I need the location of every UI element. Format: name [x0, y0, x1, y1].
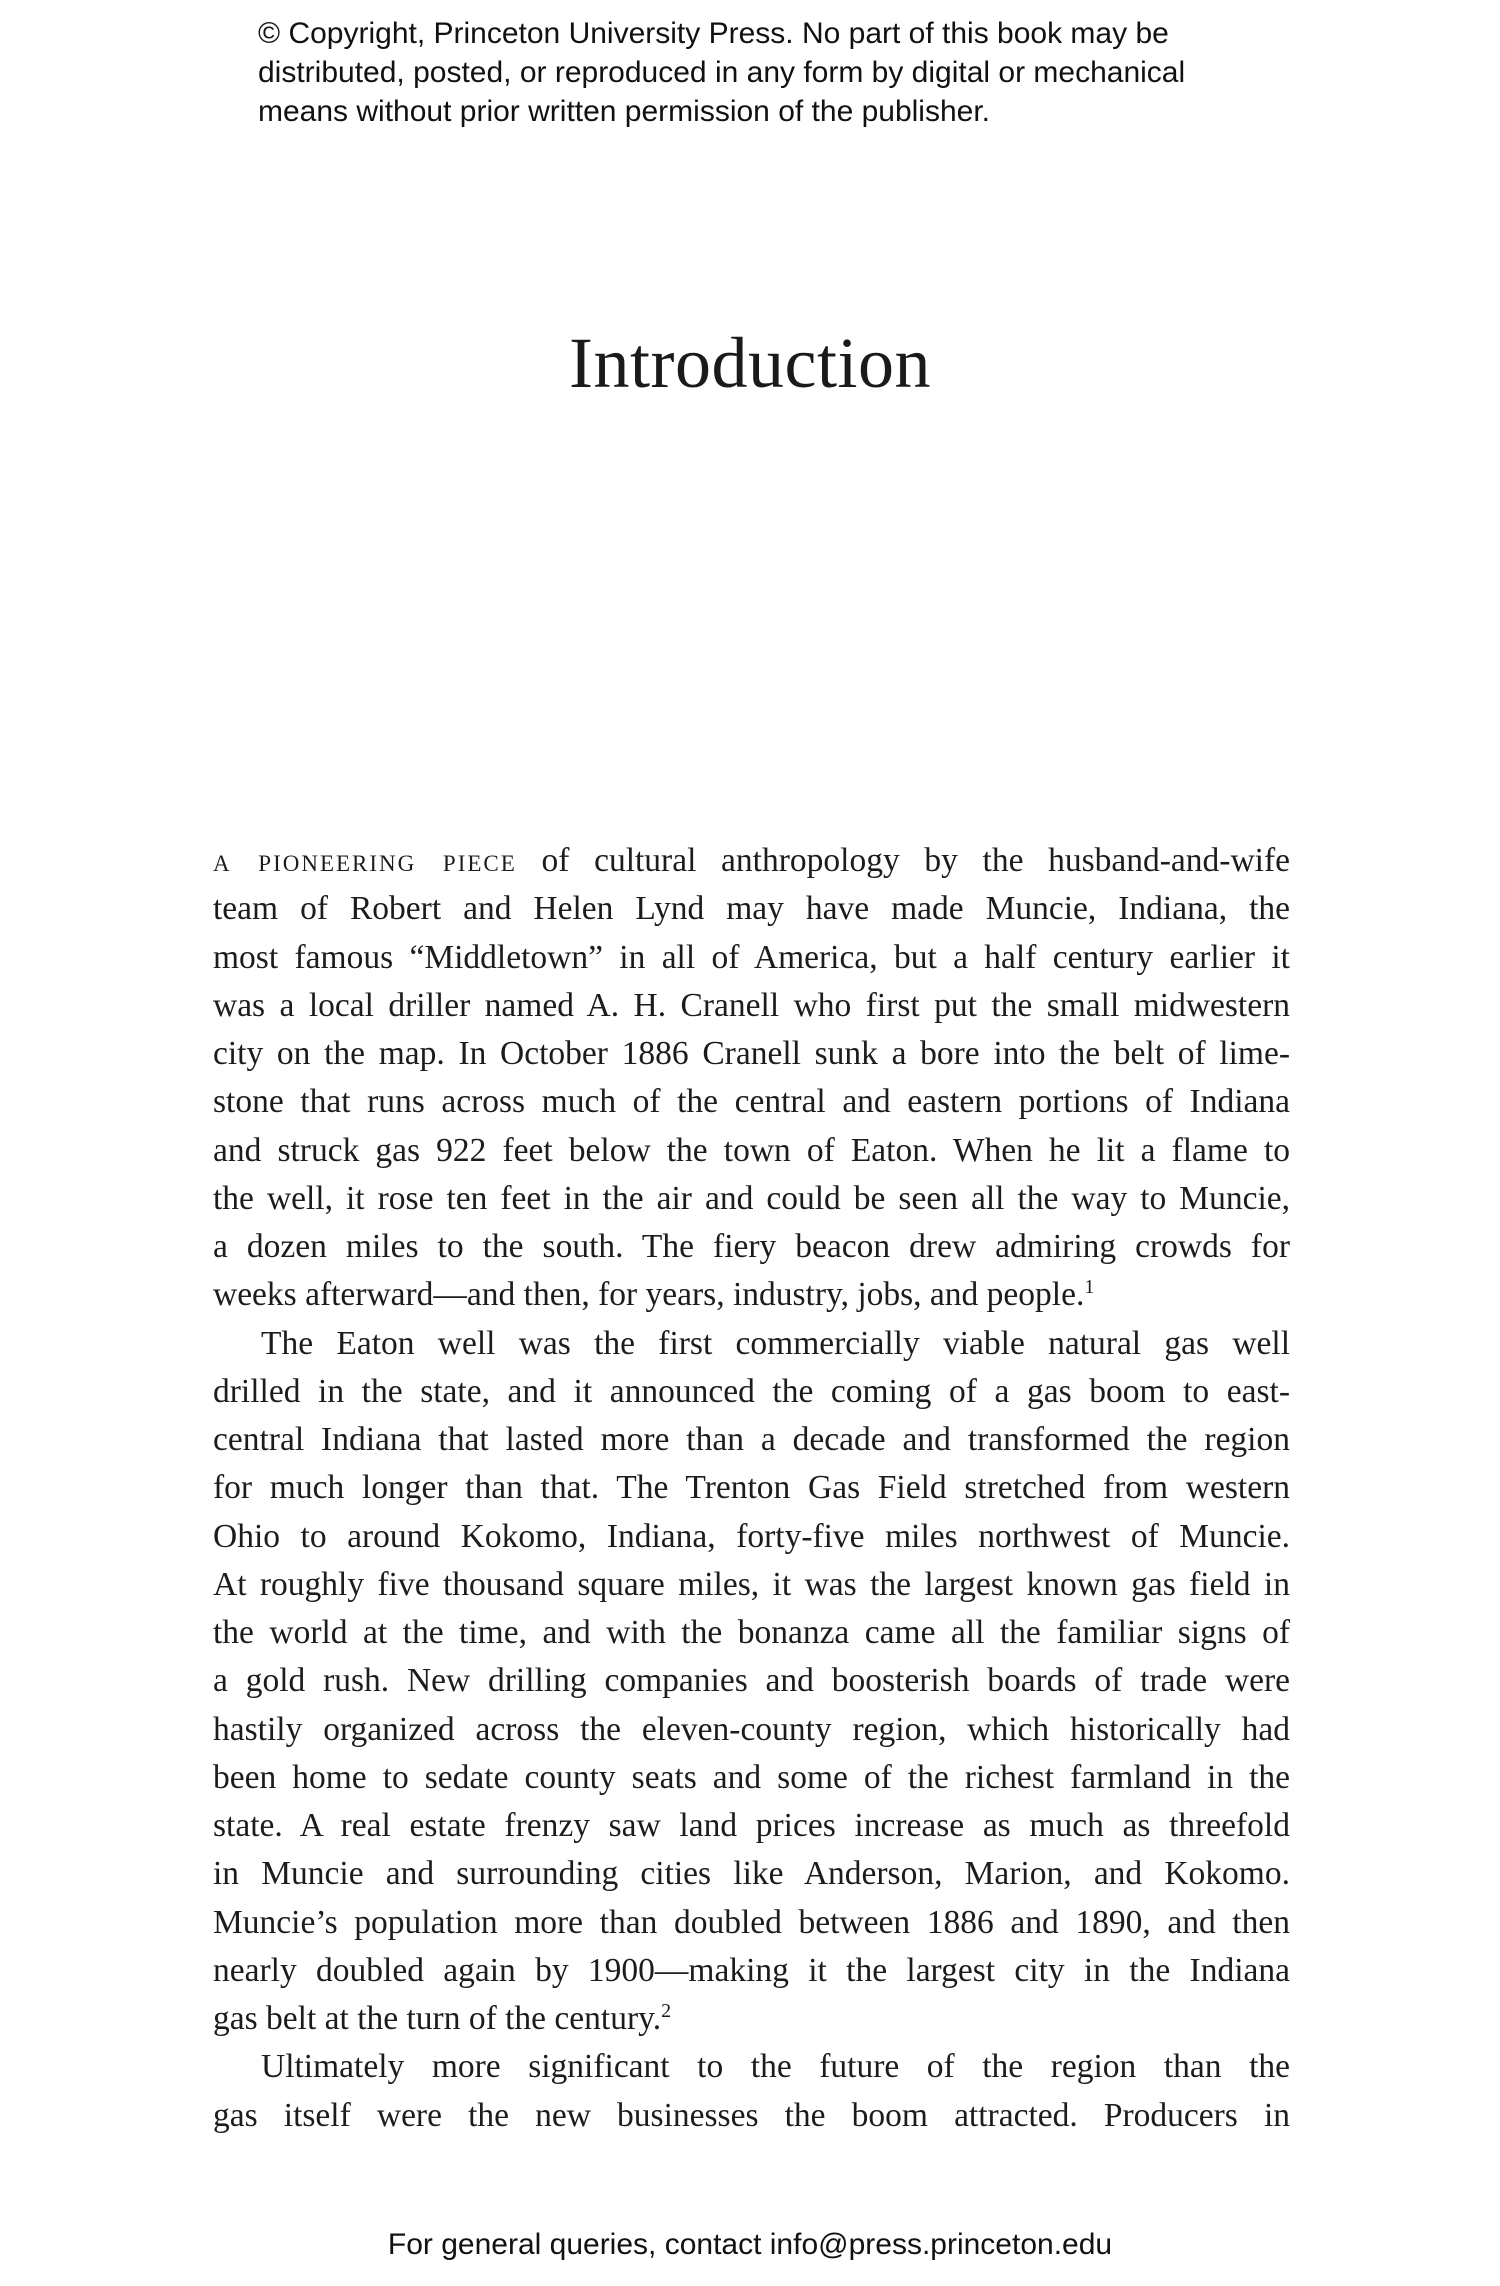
- text-line: stone that runs across much of the central and eastern portions of Indiana: [213, 1083, 1290, 1121]
- paragraph: [213, 2043, 1290, 2140]
- text-line: state. A real estate frenzy saw land prices increase as much as threefold: [213, 1807, 1290, 1844]
- text-line: central Indiana that lasted more than a decade and transformed the region: [213, 1421, 1290, 1458]
- text-line: weeks afterward—and then, for years, industry, jobs, and people.$^1$: [213, 1276, 1095, 1314]
- text-line: and struck gas 922 feet below the town of Eaton. When he lit a flame to: [213, 1131, 1290, 1169]
- text-line: Muncie’s population more than doubled between 1886 and 1890, and then: [213, 1903, 1290, 1941]
- text-line: for much longer than that. The Trenton Gas Field stretched from western: [213, 1469, 1290, 1507]
- text-line: was a local driller named A. H. Cranell who first put the small midwestern: [213, 986, 1290, 1024]
- text-line: a gold rush. New drilling companies and boosterish boards of trade were: [213, 1662, 1290, 1700]
- text-line: gas belt at the turn of the century.$^2$: [213, 2000, 672, 2037]
- text-line: city on the map. In October 1886 Cranell sunk a bore into the belt of lime-: [213, 1035, 1290, 1072]
- copyright-line: means without prior written permission of the publisher.: [258, 95, 991, 128]
- text-line: the world at the time, and with the bonanza came all the familiar signs of: [213, 1614, 1290, 1651]
- copyright-line: © Copyright, Princeton University Press. No part of this book may be: [258, 17, 1169, 50]
- text-line: At roughly five thousand square miles, it was the largest known gas field in: [213, 1565, 1290, 1603]
- footnote-marker[interactable]: 2: [661, 2000, 672, 2022]
- copyright-line: distributed, posted, or reproduced in any form by digital or mechanical: [258, 56, 1186, 89]
- text-line: the well, it rose ten feet in the air and could be seen all the way to Muncie,: [213, 1179, 1290, 1217]
- text-line: hastily organized across the eleven-county region, which historically had: [213, 1710, 1290, 1748]
- text-line: in Muncie and surrounding cities like Anderson, Marion, and Kokomo.: [213, 1855, 1290, 1893]
- paragraph: [213, 1320, 1290, 2044]
- text-line: team of Robert and Helen Lynd may have made Muncie, Indiana, the: [213, 890, 1290, 928]
- paragraph: [213, 837, 1290, 1320]
- text-line: gas itself were the new businesses the boom attracted. Producers in: [213, 2096, 1290, 2134]
- text-line: nearly doubled again by 1900—making it the largest city in the Indiana: [213, 1951, 1290, 1989]
- text-line: a dozen miles to the south. The fiery beacon drew admiring crowds for: [213, 1228, 1290, 1265]
- chapter-title: Introduction: [569, 323, 931, 403]
- footer-contact: For general queries, contact info@press.princeton.edu: [387, 2228, 1113, 2261]
- text-line: a pioneering piece of cultural anthropology by the husband-and-wife: [213, 842, 1290, 879]
- lead-in: a pioneering piece: [213, 842, 517, 879]
- text-line: most famous “Middletown” in all of America, but a half century earlier it: [213, 938, 1290, 976]
- text-line: Ohio to around Kokomo, Indiana, forty-five miles northwest of Muncie.: [213, 1517, 1290, 1555]
- text-line: Ultimately more significant to the future of the region than the: [261, 2048, 1290, 2086]
- footnote-marker[interactable]: 1: [1084, 1276, 1095, 1299]
- body-text: [213, 837, 1290, 2140]
- text-line: The Eaton well was the first commercially viable natural gas well: [261, 1324, 1290, 1362]
- text-line: been home to sedate county seats and some of the richest farmland in the: [213, 1758, 1290, 1796]
- text-line: drilled in the state, and it announced the coming of a gas boom to east-: [213, 1372, 1290, 1410]
- copyright-notice: [258, 14, 1358, 131]
